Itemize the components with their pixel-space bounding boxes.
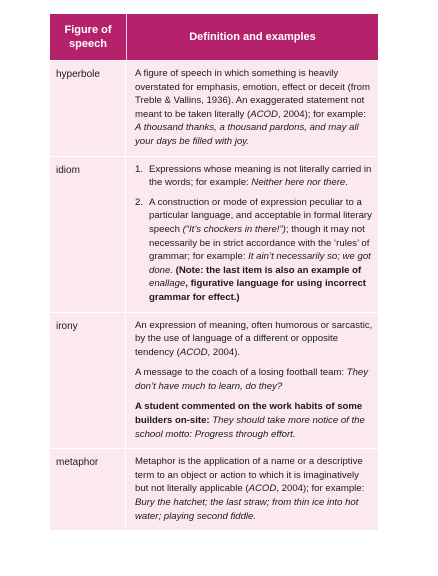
text-segment: A construction or mode of expression peculiar to a particular language, and acceptable in formal literary speech: [149, 196, 372, 235]
italic-text: A thousand thanks, a thousand pardons, and may all your days be filled with joy.: [135, 122, 359, 147]
bold-text: A student commented on the work habits of some builders on-site:: [135, 401, 363, 427]
italic-text: Bury the hatchet; the last straw; from thin ice into hot water; playing second fiddle.: [135, 497, 359, 522]
text-segment: , 2004).: [207, 346, 241, 358]
table-row-irony: [50, 312, 378, 449]
table-row-hyperbole: [50, 60, 378, 156]
text-segment: An expression of meaning, often humorous or sarcastic, by the use of language of a different or opposite tendency (: [135, 319, 373, 358]
list-number: 2.: [135, 196, 144, 208]
italic-text: They should take more notice of the school motto: Progress through effort.: [135, 415, 365, 440]
example-paragraph: [135, 400, 373, 441]
italic-text: (“It’s chockers in there!”): [182, 223, 286, 235]
term-hyperbole: hyperbole: [50, 61, 126, 156]
bold-text: (Note: the last item is also an example of: [173, 264, 362, 276]
definition-paragraph: [135, 319, 373, 360]
italic-text: ACOD: [179, 346, 208, 358]
text-segment: , 2004); for example:: [277, 108, 366, 120]
italic-text: ACOD: [248, 483, 277, 495]
text-segment: .: [345, 177, 348, 189]
term-irony: irony: [50, 313, 126, 449]
table-row-metaphor: [50, 448, 378, 530]
italic-text: ACOD: [250, 108, 278, 120]
definition-metaphor: [126, 449, 378, 530]
definition-idiom: [126, 157, 378, 312]
header-definition-and-examples: Definition and examples: [189, 31, 316, 43]
italic-text: Neither here nor there: [251, 177, 346, 189]
list-number: 1.: [135, 163, 144, 175]
header-figure-of-speech: Figure of speech: [50, 14, 127, 60]
term-metaphor: metaphor: [50, 449, 126, 530]
figures-of-speech-table: [50, 14, 378, 530]
text-segment: A figure of speech in which something is heavily overstated for emphasis, emotion, effect or deceit (from Treble & Vallins, 1936). An exaggerated statement not meant to be taken literally (: [135, 68, 370, 120]
table-row-idiom: [50, 156, 378, 312]
example-paragraph: [135, 366, 373, 393]
list-item-text: [149, 163, 373, 190]
text-segment: A message to the coach of a losing football team:: [135, 367, 347, 379]
term-idiom: idiom: [50, 157, 126, 312]
italic-text: They don’t have much to learn, do they?: [135, 367, 369, 392]
text-segment: ; though it may not necessarily be in strict accordance with the ‘rules’ of grammar; for example:: [149, 223, 370, 263]
text-segment: Metaphor is the application of a name or a descriptive term to an object or action to which it is imaginatively but not literally applicable (: [135, 456, 363, 495]
list-item: [135, 163, 373, 190]
definition-paragraph: [135, 67, 373, 149]
list-item-text: [149, 196, 373, 305]
list-item: [135, 196, 373, 305]
bold-text: , figurative language for using incorrect grammar for effect.): [149, 278, 366, 303]
table-header: [50, 14, 378, 60]
definition-hyperbole: [126, 61, 378, 156]
italic-text: It ain’t necessarily so; we got done.: [149, 251, 371, 276]
definition-paragraph: [135, 455, 373, 523]
definition-irony: [126, 313, 378, 449]
text-segment: Expressions whose meaning is not literally carried in the words; for example:: [149, 163, 372, 189]
italic-text: enallage: [149, 278, 186, 290]
text-segment: , 2004); for example:: [276, 483, 365, 495]
